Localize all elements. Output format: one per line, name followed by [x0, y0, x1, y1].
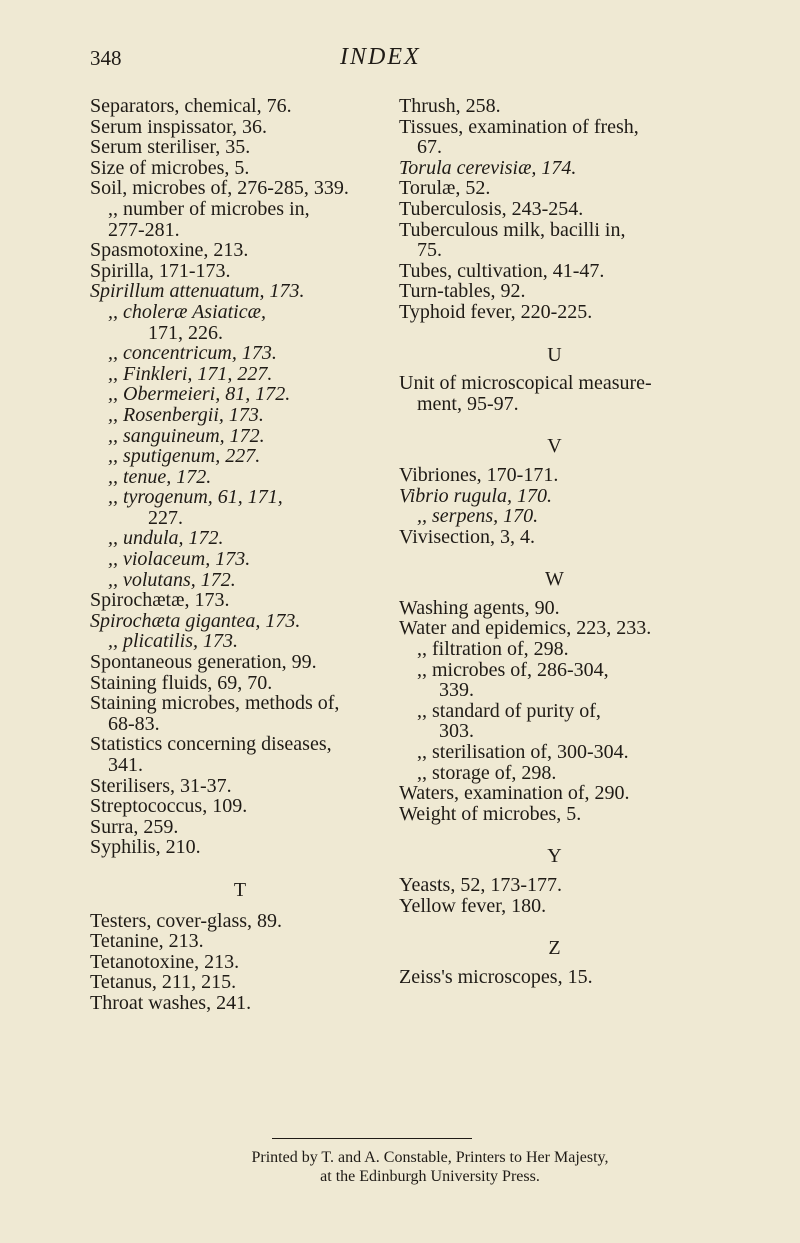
index-entry: Unit of microscopical measure-	[399, 372, 652, 395]
section-letter-heading: Y	[547, 845, 562, 868]
index-entry: Serum inspissator, 36.	[90, 115, 267, 138]
index-entry: Soil, microbes of, 276-285, 339.	[90, 177, 349, 200]
index-entry-continuation: 75.	[417, 239, 442, 262]
index-entry: Vivisection, 3, 4.	[399, 525, 536, 548]
index-entry: Staining fluids, 69, 70.	[90, 671, 273, 694]
index-entry: Tetanotoxine, 213.	[90, 950, 240, 973]
index-subentry: ,, Rosenbergii, 173.	[108, 403, 264, 426]
index-entry: Throat washes, 241.	[90, 991, 252, 1014]
index-entry: Water and epidemics, 223, 233.	[399, 617, 652, 640]
index-entry: Separators, chemical, 76.	[90, 95, 292, 117]
index-entry: Syphilis, 210.	[90, 836, 201, 859]
index-subentry: ,, sanguineum, 172.	[108, 424, 265, 447]
index-entry: Yeasts, 52, 173-177.	[399, 874, 562, 896]
index-entry: Spirillum attenuatum, 173.	[90, 280, 305, 303]
index-entry: Sterilisers, 31-37.	[90, 774, 232, 797]
index-subentry: ,, plicatilis, 173.	[108, 630, 238, 653]
index-subentry: ,, volutans, 172.	[108, 568, 236, 591]
index-entry: Washing agents, 90.	[399, 596, 560, 619]
index-subentry: ,, choleræ Asiaticæ,	[108, 300, 266, 323]
index-entry: Torula cerevisiæ, 174.	[399, 156, 577, 179]
index-subentry: ,, undula, 172.	[108, 527, 224, 550]
index-entry-continuation: 171, 226.	[148, 321, 223, 344]
index-entry: Tissues, examination of fresh,	[399, 115, 639, 138]
index-entry-continuation: 277-281.	[108, 218, 180, 241]
index-entry: Spirochætæ, 173.	[90, 589, 230, 612]
index-entry: Serum steriliser, 35.	[90, 136, 251, 159]
index-subentry: ,, standard of purity of,	[417, 699, 601, 722]
index-entry: Staining microbes, methods of,	[90, 692, 340, 715]
section-letter-heading: Z	[548, 937, 561, 960]
index-entry: Waters, examination of, 290.	[399, 782, 630, 805]
index-entry: Spirilla, 171-173.	[90, 259, 231, 282]
index-entry-continuation: 227.	[148, 506, 183, 529]
index-entry: Yellow fever, 180.	[399, 894, 547, 917]
section-letter-heading: W	[545, 568, 564, 591]
index-column-left	[90, 96, 390, 1014]
index-entry: Zeiss's microscopes, 15.	[399, 965, 593, 988]
index-entry-continuation: 339.	[439, 679, 474, 702]
section-letter-heading: V	[547, 435, 562, 458]
index-entry: Testers, cover-glass, 89.	[90, 909, 283, 932]
index-subentry: ,, violaceum, 173.	[108, 548, 251, 571]
index-subentry: ,, Finkleri, 171, 227.	[108, 362, 273, 385]
index-entry: Statistics concerning diseases,	[90, 733, 332, 756]
running-title: INDEX	[340, 44, 421, 70]
index-entry: Tetanus, 211, 215.	[90, 971, 237, 994]
index-entry: Turn-tables, 92.	[399, 280, 526, 303]
index-subentry: ,, concentricum, 173.	[108, 342, 277, 365]
index-entry: Spontaneous generation, 99.	[90, 651, 317, 674]
spirillum-subentries	[90, 302, 390, 590]
printer-imprint-line-1: Printed by T. and A. Constable, Printers to Her Majesty,	[251, 1149, 609, 1166]
page-number: 348	[90, 46, 122, 70]
index-entry: Thrush, 258.	[399, 95, 501, 117]
index-entry: Streptococcus, 109.	[90, 795, 248, 818]
index-subentry: ,, number of microbes in,	[108, 197, 310, 220]
index-entry: Tetanine, 213.	[90, 930, 204, 953]
index-entry: Vibrio rugula, 170.	[399, 484, 552, 507]
index-entry-continuation: 303.	[439, 720, 474, 743]
index-entry: Weight of microbes, 5.	[399, 802, 582, 825]
index-entry: Torulæ, 52.	[399, 177, 491, 200]
index-entry: Size of microbes, 5.	[90, 156, 250, 179]
page-header	[0, 42, 800, 72]
index-entry-continuation: ment, 95-97.	[417, 392, 519, 415]
index-column-right	[399, 96, 710, 987]
index-entry: Typhoid fever, 220-225.	[399, 300, 593, 323]
index-subentry: ,, Obermeieri, 81, 172.	[108, 383, 291, 406]
index-entry-continuation: 67.	[417, 136, 442, 159]
index-subentry: ,, sputigenum, 227.	[108, 445, 261, 468]
index-subentry: ,, microbes of, 286-304,	[417, 658, 609, 681]
section-letter-heading: T	[233, 878, 247, 901]
index-subentry: ,, filtration of, 298.	[417, 638, 569, 661]
section-letter-heading: U	[547, 343, 562, 366]
index-entry: Tuberculosis, 243-254.	[399, 197, 584, 220]
index-entry: Tubes, cultivation, 41-47.	[399, 259, 605, 282]
index-subentry: ,, serpens, 170.	[417, 505, 539, 528]
index-entry: Vibriones, 170-171.	[399, 463, 559, 486]
index-entry: Tuberculous milk, bacilli in,	[399, 218, 626, 241]
index-entry-continuation: 68-83.	[108, 712, 160, 735]
index-subentry: ,, tenue, 172.	[108, 465, 212, 488]
index-entry: Spasmotoxine, 213.	[90, 239, 249, 262]
printer-imprint-line-2: at the Edinburgh University Press.	[320, 1168, 540, 1185]
footer-rule	[272, 1138, 472, 1139]
index-entry: Spirochæta gigantea, 173.	[90, 609, 301, 632]
index-subentry: ,, sterilisation of, 300-304.	[417, 741, 629, 764]
index-subentry: ,, tyrogenum, 61, 171,	[108, 486, 283, 509]
index-entry-continuation: 341.	[108, 754, 143, 776]
index-entry: Surra, 259.	[90, 815, 179, 838]
index-subentry: ,, storage of, 298.	[417, 761, 557, 784]
